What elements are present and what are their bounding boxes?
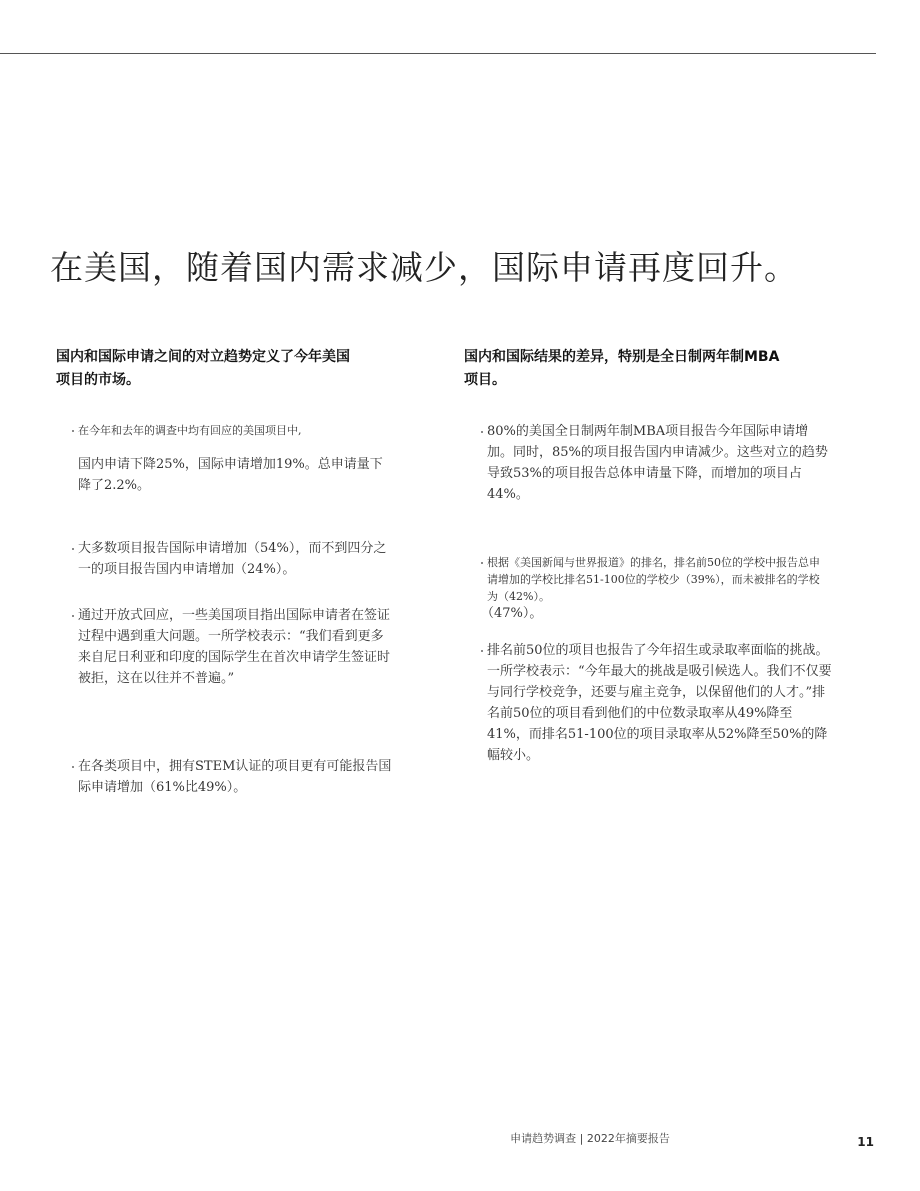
left-bullet-1-text: 国内申请下降25%，国际申请增加19%。总申请量下降了2.2%。	[78, 457, 383, 493]
right-column-heading: 国内和国际结果的差异，特别是全日制两年制MBA项目。	[464, 349, 780, 388]
footer-text: 申请趋势调查 | 2022年摘要报告	[510, 1132, 670, 1145]
page-headline: 在美国，随着国内需求减少，国际申请再度回升。	[50, 248, 798, 287]
left-bullet-2-text: 大多数项目报告国际申请增加（54%），而不到四分之一的项目报告国内申请增加（24%）。	[78, 541, 387, 577]
bullet-marker	[72, 430, 74, 432]
left-bullet-3-text: 通过开放式回应，一些美国项目指出国际申请者在签证过程中遇到重大问题。一所学校表示：“我们看到更多来自尼日利亚和印度的国际学生在首次申请学生签证时被拒，这在以往并不普遍。”	[78, 608, 391, 686]
left-bullet-1-lead: 在今年和去年的调查中均有回应的美国项目中,	[78, 424, 302, 437]
right-bullet-3-text: 排名前50位的项目也报告了今年招生或录取率面临的挑战。一所学校表示：“今年最大的挑战是吸引候选人。我们不仅要与同行学校竞争，还要与雇主竞争，以保留他们的人才。”排名前50位的项目看到他们的中位数录取率从49%降至41%，而排名51-100位的项目录取率从52%降至50%的降幅较小。	[487, 643, 832, 763]
bullet-marker	[481, 650, 483, 652]
left-bullet-4-text: 在各类项目中，拥有STEM认证的项目更有可能报告国际申请增加（61%比49%）。	[78, 759, 392, 795]
right-bullet-1-text: 80%的美国全日制两年制MBA项目报告今年国际申请增加。同时，85%的项目报告国内申请减少。这些对立的趋势导致53%的项目报告总体申请量下降，而增加的项目占44%。	[487, 424, 828, 502]
page-number: 11	[857, 1135, 874, 1149]
bullet-marker	[72, 615, 74, 617]
bullet-marker	[72, 548, 74, 550]
bullet-marker	[481, 562, 483, 564]
left-column-heading: 国内和国际申请之间的对立趋势定义了今年美国项目的市场。	[56, 349, 350, 388]
bullet-marker	[481, 431, 483, 433]
right-bullet-2-lead: 根据《美国新闻与世界报道》的排名，排名前50位的学校中报告总申请增加的学校比排名51-100位的学校少（39%），而未被排名的学校为（42%）。	[487, 556, 820, 603]
bullet-marker	[72, 766, 74, 768]
right-bullet-2-text: （47%）。	[481, 606, 543, 621]
top-rule	[0, 53, 876, 54]
